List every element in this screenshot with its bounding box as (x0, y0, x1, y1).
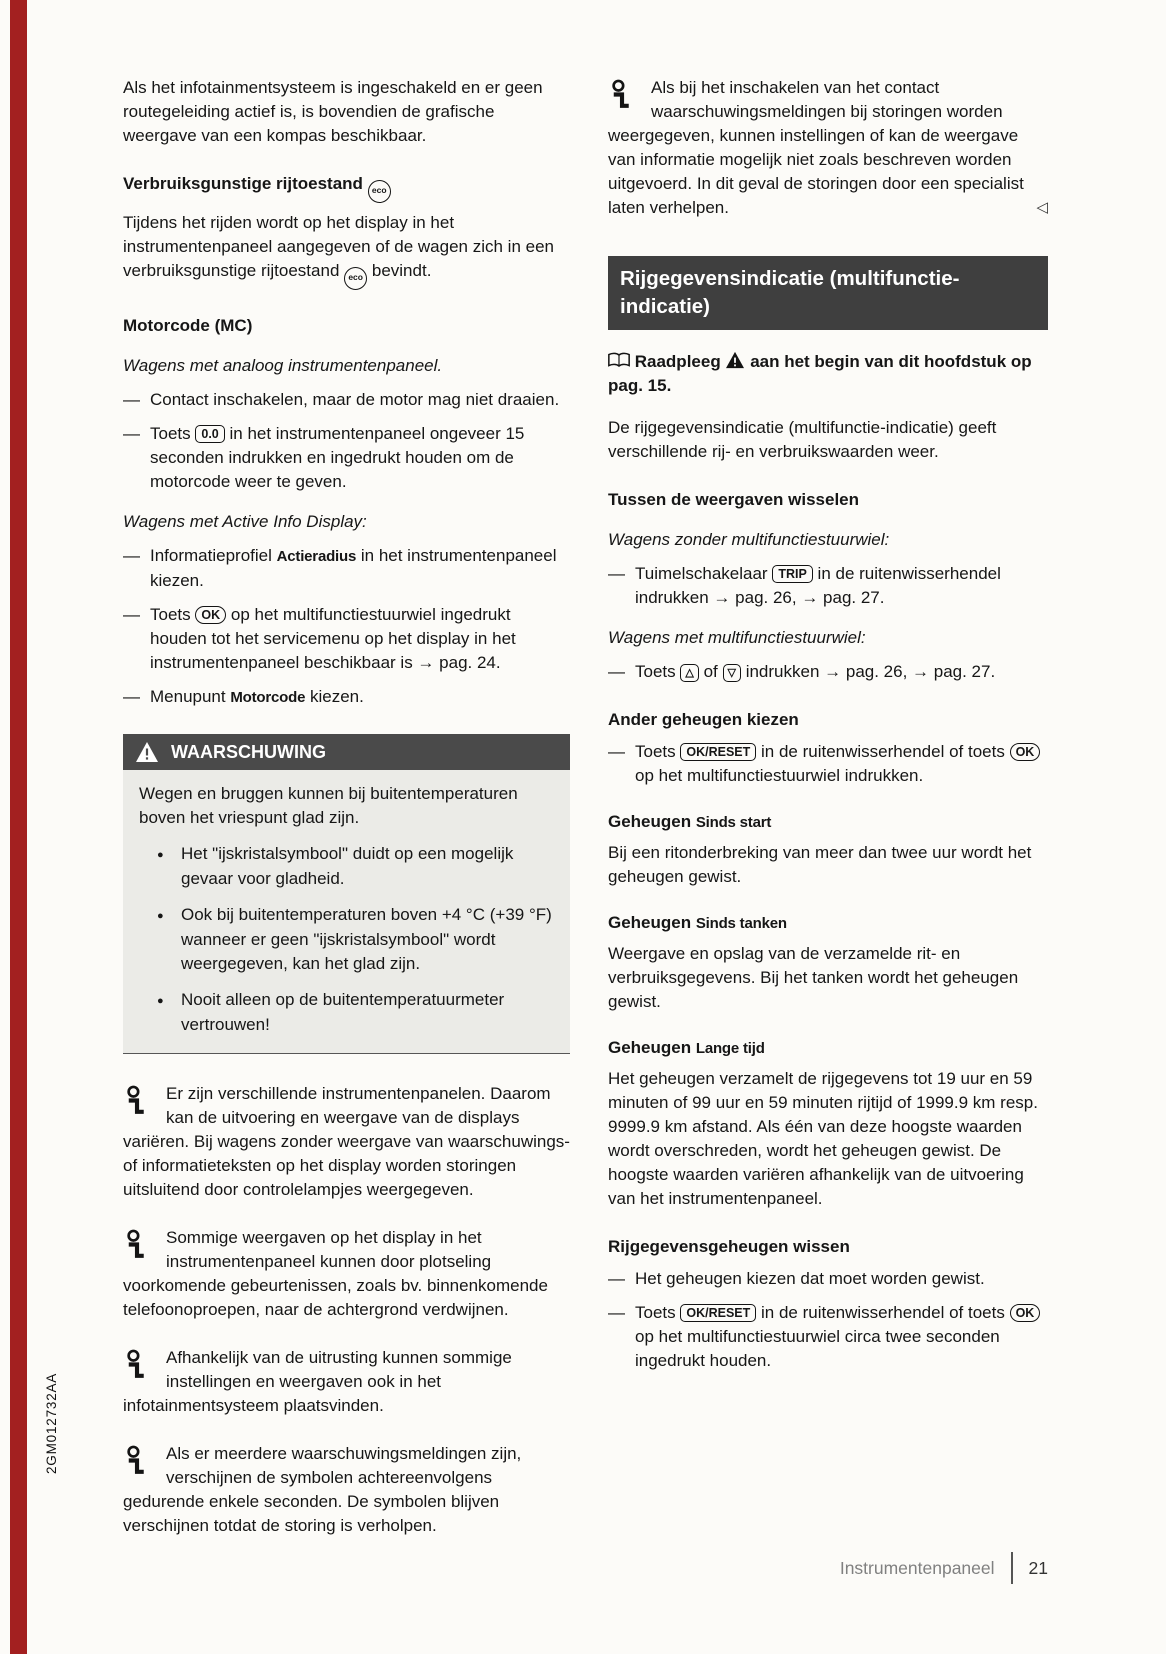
info-note (608, 76, 1048, 220)
warning-title: WAARSCHUWING (171, 742, 326, 762)
info-note (123, 1442, 570, 1538)
key-00-button: 0.0 (195, 425, 224, 443)
list-item-text: op het multifunctiestuurwiel ingedrukt houden tot het servicemenu op het display in het instrumentenpaneel beschikbaar is → pag. 24. (150, 605, 516, 672)
warning-triangle-icon (135, 741, 159, 763)
key-okreset-button: OK/RESET (680, 1304, 756, 1322)
bullet: ● (157, 995, 164, 1007)
list-item (608, 740, 1048, 788)
list-item (608, 1301, 1048, 1373)
dash: — (123, 390, 140, 409)
eco-icon: eco (344, 267, 367, 290)
dash: — (608, 1269, 625, 1288)
menu-item-motorcode: Motorcode (230, 689, 306, 706)
list-item (123, 422, 570, 494)
heading-ander-geheugen: Ander geheugen kiezen (608, 710, 799, 729)
paragraph-intro: Als het infotainmentsysteem is ingeschakeld en er geen routegeleiding actief is, is bovendien de grafische weergave van een kompas beschikbaar. (123, 78, 543, 145)
section-end-marker: ◁ (1036, 199, 1048, 216)
heading-text: Geheugen (608, 1038, 692, 1057)
dash: — (123, 546, 140, 565)
warning-header (123, 734, 570, 770)
heading-geheugen-sinds-tanken (608, 911, 1048, 936)
list-item (123, 544, 570, 593)
dash: — (608, 1303, 625, 1322)
list-item-text: in het instrumentenpaneel ongeveer 15 seconden indrukken en ingedrukt houden om de motorcode weer te geven. (150, 424, 525, 491)
heading-text: Geheugen (608, 812, 692, 831)
list-item-text: Menupunt (150, 687, 226, 706)
list-item-text: in het instrumentenpaneel kiezen. (150, 546, 557, 590)
reference-text: aan het begin van dit hoofdstuk op pag. 15. (608, 352, 1032, 395)
warning-bullet (139, 842, 554, 891)
key-trip-button: TRIP (772, 565, 812, 583)
note-text: Sommige weergaven op het display in het instrumentenpaneel kunnen door plotseling voorkomende gebeurtenissen, zoals bv. binnenkomende telefoonoproepen, naar de achtergrond verdwijnen. (123, 1228, 548, 1319)
footer-divider (1011, 1552, 1013, 1584)
list-item-text: Tuimelschakelaar (635, 564, 768, 583)
note-text: Er zijn verschillende instrumentenpanelen. Daarom kan de uitvoering en weergave van de displays variëren. Bij wagens zonder weergave van waarschuwings- of informatieteksten op het display worden storingen uitsluitend door controlelampjes weergegeven. (123, 1084, 570, 1199)
paragraph-indicatie: De rijgegevensindicatie (multifunctie-indicatie) geeft verschillende rij- en verbruikswaarden weer. (608, 418, 997, 461)
list-item-text: Toets (150, 605, 191, 624)
list-item (123, 603, 570, 675)
list-item-text: Informatieprofiel (150, 546, 272, 565)
footer-chapter: Instrumentenpaneel (839, 1557, 995, 1578)
list-item-text: in de ruitenwisserhendel of toets (761, 742, 1005, 761)
key-ok-button: OK (1010, 1304, 1041, 1322)
paragraph-geheugen-tanken: Weergave en opslag van de verzamelde rit- en verbruiksgegevens. Bij het tanken wordt het geheugen gewist. (608, 944, 1019, 1011)
key-down-button: ▽ (723, 664, 741, 682)
menu-item-sinds-tanken: Sinds tanken (695, 915, 787, 932)
list-item-text: kiezen. (309, 687, 364, 706)
heading-motorcode: Motorcode (MC) (123, 316, 253, 335)
bullet: ● (157, 910, 164, 922)
list-item-text: Toets (635, 1303, 676, 1322)
heading-geheugen-sinds-start (608, 810, 1048, 835)
list-item-text: op het multifunctiestuurwiel indrukken. (635, 766, 924, 785)
paragraph-text: Tijdens het rijden wordt op het display in het instrumentenpaneel aangegeven of de wagen zich in een verbruiksgunstige rijtoestand (123, 213, 554, 280)
list-item (608, 660, 1048, 684)
list-item-text: Toets (635, 662, 676, 681)
list-item (608, 562, 1048, 610)
paragraph-analog-intro: Wagens met analoog instrumentenpaneel. (123, 356, 443, 375)
note-text: Als er meerdere waarschuwingsmeldingen zijn, verschijnen de symbolen achtereenvolgens gedurende enkele seconden. De symbolen blijven verschijnen totdat de storing is verholpen. (123, 1444, 522, 1535)
list-item-text: Toets (150, 424, 191, 443)
paragraph-geheugen-start: Bij een ritonderbreking van meer dan twee uur wordt het geheugen gewist. (608, 843, 1032, 886)
page-footer (608, 1552, 1048, 1584)
bullet: ● (157, 849, 164, 861)
dash: — (608, 742, 625, 761)
list-item-text: Het geheugen kiezen dat moet worden gewist. (635, 1269, 985, 1288)
list-item-text: op het multifunctiestuurwiel circa twee seconden ingedrukt houden. (635, 1327, 1000, 1370)
menu-item-sinds-start: Sinds start (695, 814, 772, 831)
list-item-text: of (703, 662, 718, 681)
info-note (123, 1082, 570, 1202)
warning-bullet-text: Ook bij buitentemperaturen boven +4 °C (+39 °F) wanneer er geen "ijskristalsymbool" wordt weergegeven, kan het glad zijn. (181, 905, 552, 973)
heading-wisselen: Tussen de weergaven wisselen (608, 490, 860, 509)
warning-bullet (139, 988, 554, 1037)
list-item-text: Contact inschakelen, maar de motor mag niet draaien. (150, 390, 560, 409)
warning-triangle-icon (725, 351, 745, 369)
list-item-text: in de ruitenwisserhendel indrukken → pag. 26, → pag. 27. (635, 564, 1001, 607)
warning-bullet-text: Het "ijskristalsymbool" duidt op een mogelijk gevaar voor gladheid. (181, 844, 514, 888)
list-item-text: in de ruitenwisserhendel of toets (761, 1303, 1005, 1322)
key-okreset-button: OK/RESET (680, 743, 756, 761)
info-icon (125, 1085, 148, 1116)
heading-verbruiksgunstige-rijtoestand (123, 172, 570, 203)
menu-item-actieradius: Actieradius (276, 548, 357, 565)
dash: — (123, 424, 140, 443)
info-icon (610, 79, 633, 110)
list-item (123, 685, 570, 710)
list-item (608, 1267, 1048, 1291)
info-note (123, 1346, 570, 1418)
info-note (123, 1226, 570, 1322)
reference-line (608, 350, 1048, 398)
paragraph-geheugen-lange-tijd: Het geheugen verzamelt de rijgegevens tot 19 uur en 59 minuten of 99 uur en 59 minuten rijtijd of 1999.9 km resp. 9999.9 km afstand. Als één van deze hoogste waarden wordt overschreden, wordt het geheugen gewist. De hoogste waarden variëren afhankelijk van de uitvoering van het instrumentenpaneel. (608, 1069, 1038, 1208)
key-ok-button: OK (195, 606, 226, 624)
warning-bullet (139, 903, 554, 976)
paragraph-aid-intro: Wagens met Active Info Display: (123, 512, 367, 531)
heading-geheugen-wissen: Rijgegevensgeheugen wissen (608, 1237, 850, 1256)
footer-page-number: 21 (1028, 1557, 1048, 1578)
warning-bullet-text: Nooit alleen op de buitentemperatuurmeter vertrouwen! (181, 990, 505, 1034)
warning-box (123, 734, 570, 1054)
section-title: Rijgegevensindicatie (multifunctie-indicatie) (608, 256, 1048, 330)
heading-text: Geheugen (608, 913, 692, 932)
warning-intro: Wegen en bruggen kunnen bij buitentemperaturen boven het vriespunt glad zijn. (139, 784, 518, 827)
list-item-text: indrukken → pag. 26, → pag. 27. (745, 662, 996, 681)
paragraph-met-intro: Wagens met multifunctiestuurwiel: (608, 628, 866, 647)
dash: — (608, 662, 625, 681)
info-icon (125, 1445, 148, 1476)
paragraph-eco (123, 211, 570, 290)
key-up-button: △ (680, 664, 698, 682)
list-item (123, 388, 570, 412)
heading-geheugen-lange-tijd (608, 1036, 1048, 1061)
info-icon (125, 1229, 148, 1260)
paragraph-zonder-intro: Wagens zonder multifunctiestuurwiel: (608, 530, 890, 549)
dash: — (123, 687, 140, 706)
note-text: Als bij het inschakelen van het contact waarschuwingsmeldingen bij storingen worden weergegeven, kunnen instellingen of kan de weergave van informatie mogelijk niet zoals beschreven worden uitgevoerd. In dit geval de storingen door een specialist laten verhelpen. (608, 78, 1024, 217)
eco-icon: eco (368, 180, 391, 203)
spine-red-bar (10, 0, 27, 1654)
info-icon (125, 1349, 148, 1380)
right-column (608, 76, 1048, 1383)
list-item-text: Toets (635, 742, 676, 761)
paragraph-text: bevindt. (371, 261, 432, 280)
note-text: Afhankelijk van de uitrusting kunnen sommige instellingen en weergaven ook in het infotainmentsysteem plaatsvinden. (123, 1348, 512, 1415)
manual-book-icon (608, 352, 630, 369)
reference-text: Raadpleeg (634, 352, 721, 371)
left-column (123, 76, 570, 1562)
dash: — (608, 564, 625, 583)
dash: — (123, 605, 140, 624)
document-code: 2GM012732AA (44, 1372, 59, 1474)
menu-item-lange-tijd: Lange tijd (695, 1040, 765, 1057)
key-ok-button: OK (1010, 743, 1041, 761)
heading-text: Verbruiksgunstige rijtoestand (123, 174, 363, 193)
warning-body (123, 770, 570, 1053)
